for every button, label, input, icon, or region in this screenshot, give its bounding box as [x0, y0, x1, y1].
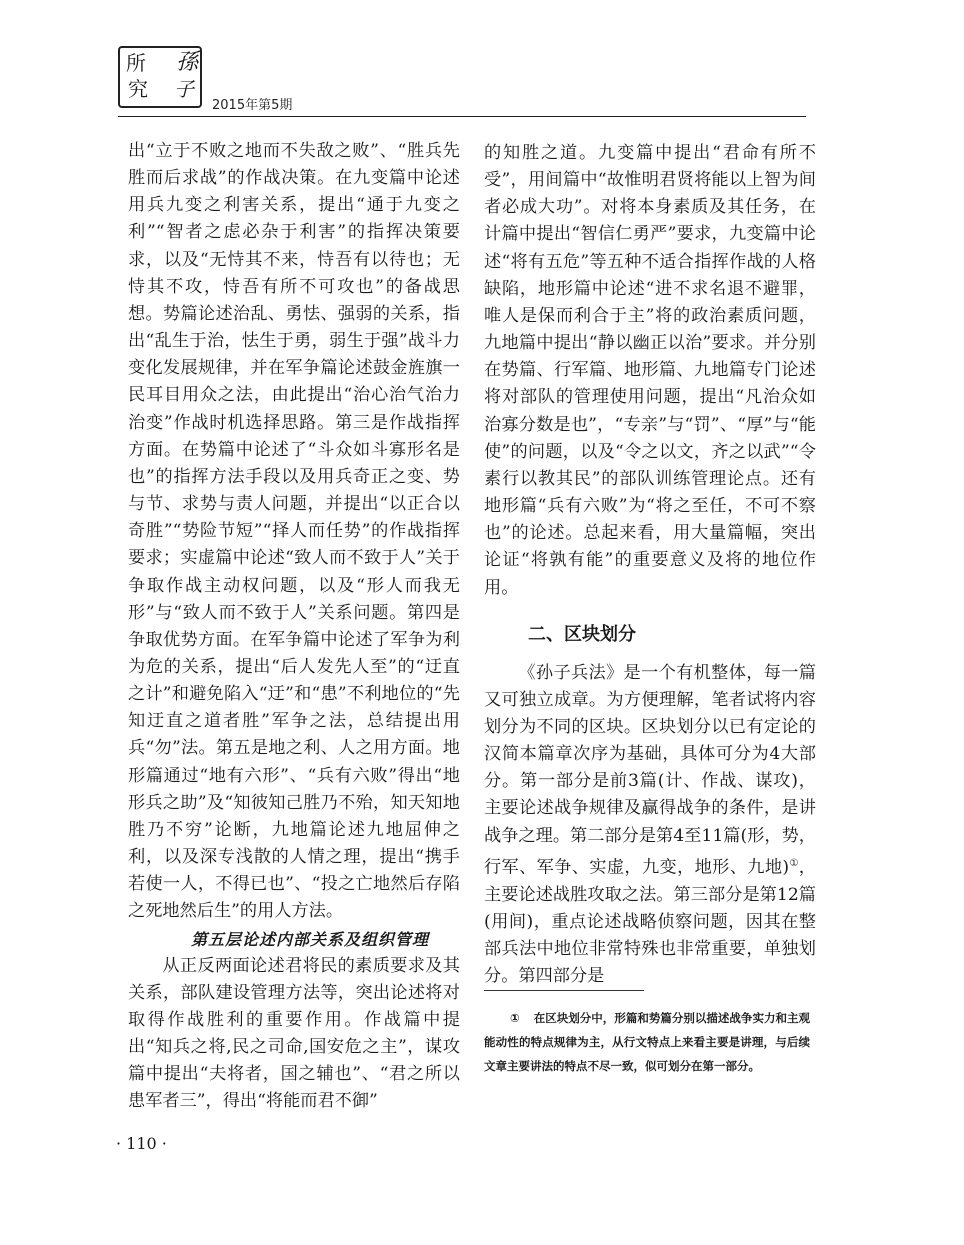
footnote-rule	[484, 990, 644, 991]
left-column	[128, 138, 460, 1116]
right-column	[484, 140, 816, 990]
body-paragraph	[484, 660, 816, 991]
journal-logo	[118, 46, 202, 108]
footnote-text: 在区块划分中，形篇和势篇分别以描述战争实力和主观能动性的特点规律为主，从行文特点上来看主要是讲理，与后续文章主要讲法的特点不尽一致，似可划分在第一部分。	[484, 1011, 810, 1073]
header-rule	[118, 116, 806, 117]
logo-char-3: 究	[128, 77, 148, 101]
body-paragraph: 的知胜之道。九变篇中提出“君命有所不受”，用间篇中“故惟明君贤将能以上智为间者必成大功”。对将本身素质及其任务，在计篇中提出“智信仁勇严”要求，九变篇中论述“将有五危”等五种不适合指挥作战的人格缺陷，地形篇中论述“进不求名退不避罪，唯人是保而利合于主”将的政治素质问题，九地篇中提出“静以幽正以治”要求。并分别在势篇、行军篇、地形篇、九地篇专门论述将对部队的管理使用问题，提出“凡治众如治寡分数是也”，“专亲”与“罚”、“厚”与“能使”的问题，以及“令之以文，齐之以武”“令素行以教其民”的部队训练管理论点。还有地形篇“兵有六败”为“将之至任，不可不察也”的论述。总起来看，用大量篇幅，突出论证“将孰有能”的重要意义及将的地位作用。	[484, 143, 816, 598]
paragraph-part: ，主要论述战胜攻取之法。第三部分是第12篇(用间)，重点论述战略侦察问题，因其在整部兵法中地位非常特殊也非常重要，单独划分。第四部分是	[484, 857, 816, 987]
paragraph-part: 《孙子兵法》是一个有机整体，每一篇又可独立成章。为方便理解，笔者试将内容划分为不同的区块。区块划分以已有定论的汉简本篇章次序为基础，具体可分为4大部分。第一部分是前3篇(计、作战、谋攻)，主要论述战争规律及赢得战争的条件，是讲战争之理。第二部分是第4至11篇(形，势，行军、军争、实虚，九变，地形、九地)	[484, 662, 816, 878]
footnote-reference[interactable]: ①	[789, 857, 799, 869]
logo-char-4: 子	[174, 77, 194, 101]
footnote-mark: ①	[510, 1011, 520, 1025]
logo-char-1: 所	[126, 51, 145, 75]
section-heading: 二、区块划分	[528, 623, 636, 645]
logo-char-2: 孫	[175, 50, 196, 75]
footnote	[484, 1006, 810, 1078]
subheading: 第五层论述内部关系及组织管理	[190, 929, 429, 949]
body-paragraph: 从正反两面论述君将民的素质要求及其关系，部队建设管理方法等，突出论述将对取得作战胜利的重要作用。作战篇中提出“知兵之将,民之司命,国安危之主”，谋攻篇中提出“夫将者，国之辅也”、“君之所以患军者三”，得出“将能而君不御”	[128, 955, 460, 1112]
issue-label: 2015年第5期	[212, 98, 293, 113]
body-paragraph: 出“立于不败之地而不失敌之败”、“胜兵先胜而后求战”的作战决策。在九变篇中论述用兵九变之利害关系，提出“通于九变之利”“智者之虑必杂于利害”的指挥决策要求，以及“无恃其不来，恃吾有以待也；无恃其不攻，恃吾有所不可攻也”的备战思想。势篇论述治乱、勇怯、强弱的关系，指出“乱生于治，怯生于勇，弱生于强”战斗力变化发展规律，并在军争篇论述鼓金旌旗一民耳目用众之法，由此提出“治心治气治力治变”作战时机选择思路。第三是作战指挥方面。在势篇中论述了“斗众如斗寡形名是也”的指挥方法手段以及用兵奇正之变、势与节、求势与责人问题，并提出“以正合以奇胜”“势险节短”“择人而任势”的作战指挥要求；实虚篇中论述“致人而不致于人”关于争取作战主动权问题，以及“形人而我无形”与“致人而不致于人”关系问题。第四是争取优势方面。在军争篇中论述了军争为利为危的关系，提出“后人发先人至”的“迂直之计”和避免陷入“迂”和“患”不利地位的“先知迂直之道者胜”军争之法，总结提出用兵“勿”法。第五是地之利、人之用方面。地形篇通过“地有六形”、“兵有六败”得出“地形兵之助”及“知彼知己胜乃不殆，知天知地胜乃不穷”论断，九地篇论述九地屈伸之利，以及深专浅散的人情之理，提出“携手若使一人，不得已也”、“投之亡地然后存陷之死地然后生”的用人方法。	[128, 141, 460, 922]
page-number: · 110 ·	[116, 1134, 167, 1153]
